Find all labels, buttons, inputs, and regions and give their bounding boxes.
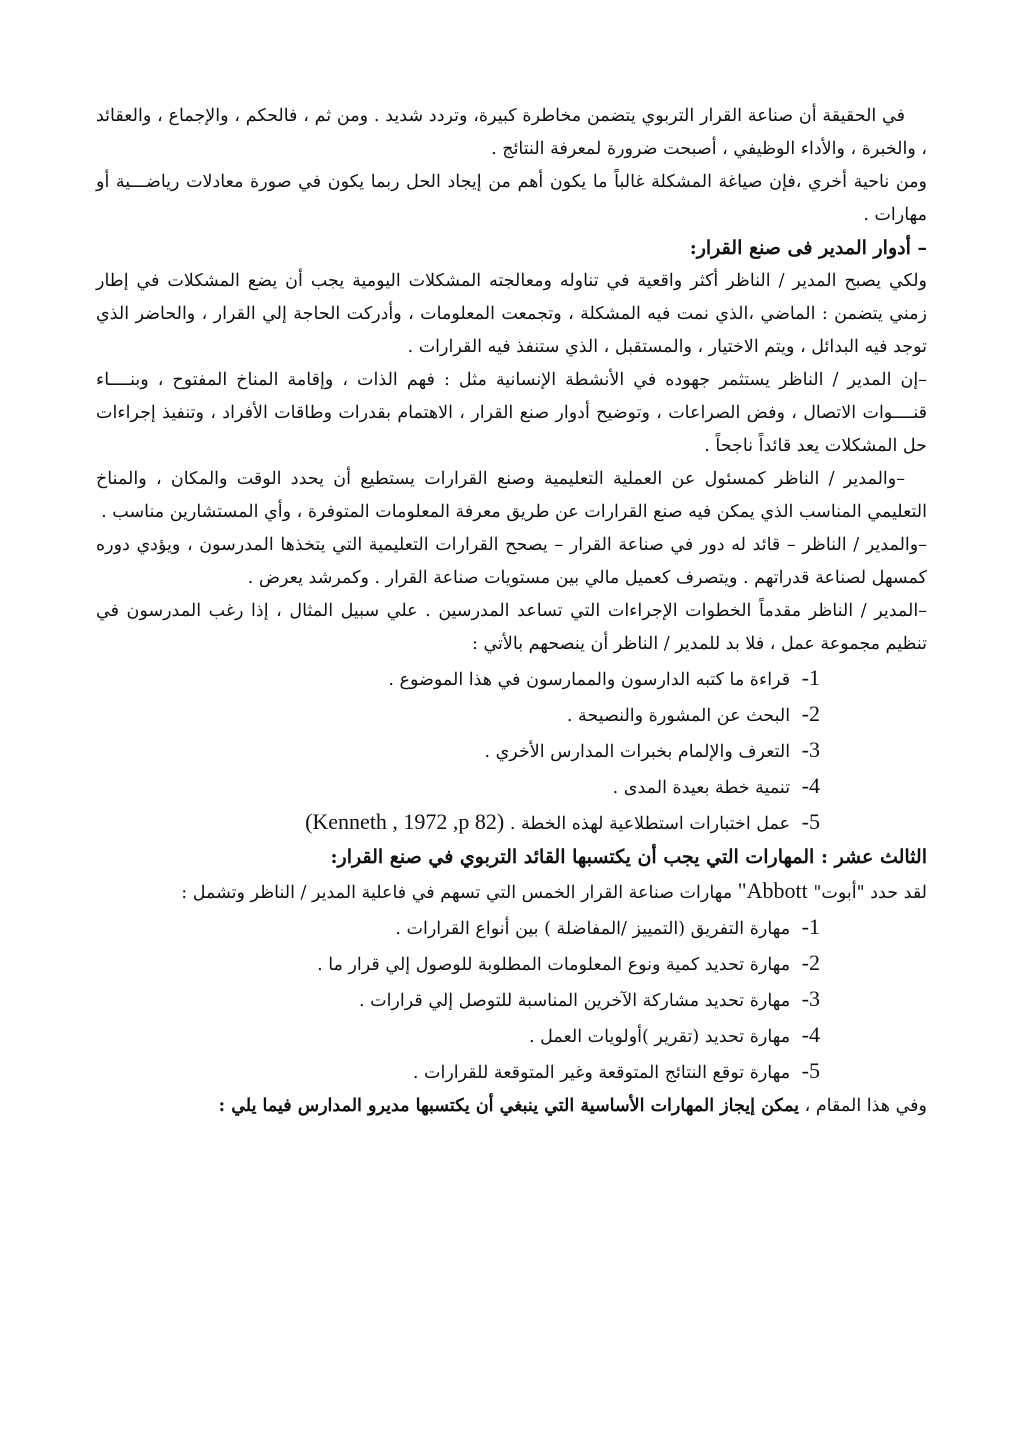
list-item-number: 4- [801,773,820,798]
list-item-text: مهارة تحديد (تقرير )أولويات العمل . [528,1027,791,1047]
paragraph-responsible-director: –والمدير / الناظر كمسئول عن العملية التعليمية وصنع القرارات يستطيع أن يحدد الوقت والمكان ، والمناخ التعليمي المناسب الذي يمكن فيه صنع القرارات عن طريق معرفة المعلومات المتوفرة ، وأي المستشارين مناسب . [96,469,927,522]
list-item-number: 2- [801,701,820,726]
list-item-number: 1- [801,914,820,939]
list-item [96,982,820,1018]
list-item [96,805,820,841]
list-item-number: 3- [801,737,820,762]
paragraph-decision-risk: في الحقيقة أن صناعة القرار التربوي يتضمن مخاطرة كبيرة، وتردد شديد . ومن ثم ، فالحكم ، والإجماع ، والعقائد ، والخبرة ، والأداء الوظيفي ، أصبحت ضرورة لمعرفة النتائج . [96,106,927,159]
abbott-intro-text: لقد حدد "أبوت" [813,883,927,903]
list-item-number: 4- [801,1022,820,1047]
paragraph-time-frame: ولكي يصبح المدير / الناظر أكثر واقعية في تناوله ومعالجته المشكلات اليومية يجب أن يضع المشكلات في إطار زمني يتضمن : الماضي ،الذي نمت فيه المشكلة ، وتجمعت المعلومات ، وأدركت الحاجة إلي القرار ، والحاضر الذي توجد فيه البدائل ، ويتم الاختيار ، والمستقبل ، الذي ستنفذ فيه القرارات . [96,271,927,357]
paragraph-director-steps: –المدير / الناظر مقدماً الخطوات الإجراءات التي تساعد المدرسين . علي سبيل المثال ، إذا رغب المدرسون في تنظيم مجموعة عمل ، فلا بد للمدير / الناظر أن ينصحهم بالأتي : [96,601,927,654]
paragraph-problem-formulation: ومن ناحية أخري ،فإن صياغة المشكلة غالباً ما يكون أهم من إيجاد الحل ربما يكون في صورة معادلات رياضـــية أو مهارات . [96,172,927,225]
list-item [96,946,820,982]
paragraph-abbott-skills [96,874,927,910]
list-item [96,733,820,769]
list-item-text: البحث عن المشورة والنصيحة . [566,706,791,726]
summary-lead-text: وفي هذا المقام ، [804,1096,927,1116]
advice-list [96,661,927,841]
list-item [96,661,820,697]
document-body [96,100,927,1123]
list-item-number: 5- [801,809,820,834]
list-item [96,697,820,733]
list-item-text: التعرف والإلمام بخبرات المدارس الأخري . [484,742,791,762]
list-item-text: مهارة تحديد مشاركة الآخرين المناسبة للتوصل إلي قرارات . [358,991,791,1011]
list-item-text: مهارة تحديد كمية ونوع المعلومات المطلوبة للوصول إلي قرار ما . [317,955,791,975]
paragraph-summary-intro [96,1090,927,1123]
list-item-text: مهارة توقع النتائج المتوقعة وغير المتوقعة للقرارات . [412,1063,791,1083]
list-item-number: 3- [801,986,820,1011]
list-item-number: 5- [801,1058,820,1083]
list-item-text: مهارة التفريق (التمييز /المفاضلة ) بين أنواع القرارات . [395,919,791,939]
list-item-text: تنمية خطة بعيدة المدى . [612,778,791,798]
list-item [96,1018,820,1054]
list-item [96,1054,820,1090]
section-heading-leader-skills: الثالث عشر : المهارات التي يجب أن يكتسبها القائد التربوي في صنع القرار: [330,846,927,868]
citation: (Kenneth , 1972 ,p 82) [305,809,505,834]
paragraph-human-activities: –إن المدير / الناظر يستثمر جهوده في الأنشطة الإنسانية مثل : فهم الذات ، وإقامة المناخ المفتوح ، وبنــــاء قنــــوات الاتصال ، وفض الصراعات ، وتوضيح أدوار صنع القرار ، الاهتمام بقدرات وطاقات الأفراد ، وتنفيذ إجراءات حل المشكلات يعد قائداً ناجحاً . [96,370,927,456]
list-item-text: عمل اختبارات استطلاعية لهذه الخطة . [509,814,791,834]
summary-bold-text: يمكن إيجاز المهارات الأساسية التي ينبغي أن يكتسبها مديرو المدارس فيما يلي : [218,1096,800,1116]
list-item-number: 1- [801,665,820,690]
skills-list [96,910,927,1090]
abbott-continuation-text: مهارات صناعة القرار الخمس التي تسهم في فاعلية المدير / الناظر وتشمل : [181,883,733,903]
list-item-number: 2- [801,950,820,975]
section-heading-director-roles: – أدوار المدير فى صنع القرار: [689,237,927,259]
paragraph-director-leader: –والمدير / الناظر – قائد له دور في صناعة القرار – يصحح القرارات التعليمية التي يتخذها المدرسون ، ويؤدي دوره كمسهل لصناعة قدراتهم . ويتصرف كعميل مالي بين مستويات صناعة القرار . وكمرشد يعرض . [96,535,928,588]
list-item [96,769,820,805]
list-item [96,910,820,946]
abbott-latin-name: Abbott" [737,878,808,903]
list-item-text: قراءة ما كتبه الدارسون والممارسون في هذا الموضوع . [388,670,791,690]
